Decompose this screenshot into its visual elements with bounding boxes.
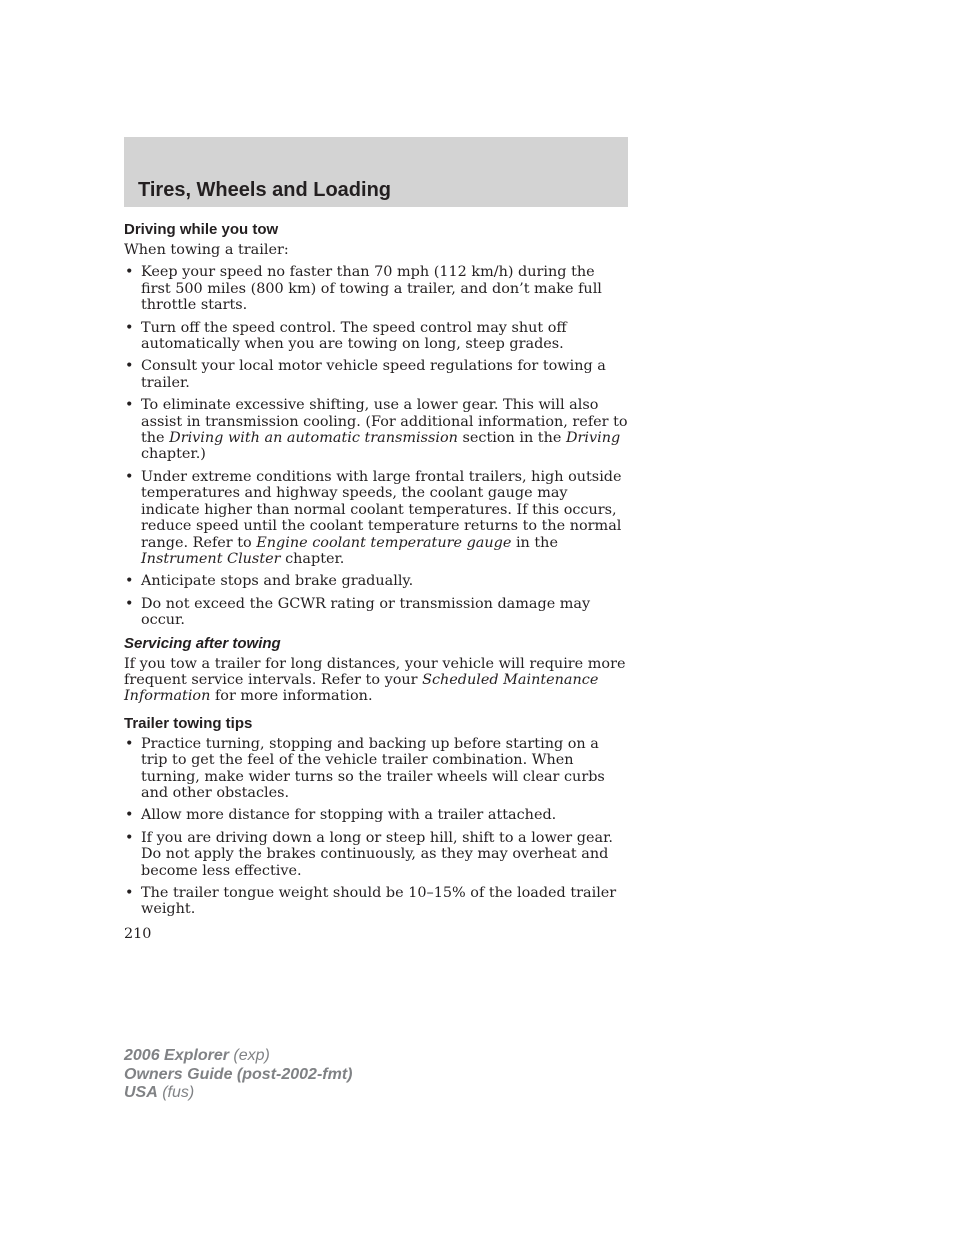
towing-bullet-list xyxy=(124,264,628,628)
list-item xyxy=(124,469,628,567)
list-item: • Do not exceed the GCWR rating or transmission damage may occur. xyxy=(124,596,628,629)
footer-guide: Owners Guide (post-2002-fmt) xyxy=(124,1065,353,1083)
italic-reference: Engine coolant temperature gauge xyxy=(256,534,512,551)
text: chapter.) xyxy=(141,446,206,463)
italic-reference: Instrument Cluster xyxy=(141,550,281,567)
list-item: • The trailer tongue weight should be 10–15% of the loaded trailer weight. xyxy=(124,885,628,918)
list-item xyxy=(124,397,628,463)
list-item: • Keep your speed no faster than 70 mph (112 km/h) during the first 500 miles (800 km) of towing a trailer, and don’t make full throttle starts. xyxy=(124,264,628,313)
tips-bullet-list xyxy=(124,736,628,918)
footer-model: 2006 Explorer xyxy=(124,1047,229,1064)
list-item: • Allow more distance for stopping with a trailer attached. xyxy=(124,807,628,823)
page-content xyxy=(124,221,628,924)
footer-model-code: (exp) xyxy=(228,1047,270,1064)
document-footer xyxy=(124,1047,352,1103)
intro-text: When towing a trailer: xyxy=(124,242,289,258)
text: section in the xyxy=(457,430,566,447)
list-item: • If you are driving down a long or steep hill, shift to a lower gear. Do not apply the brakes continuously, as they may overheat and become less effective. xyxy=(124,830,628,879)
text: in the xyxy=(511,534,558,551)
text: If you tow a trailer for long distances, your vehicle will require more frequent service intervals. Refer to your xyxy=(124,655,626,688)
italic-reference: Driving with an automatic transmission xyxy=(169,430,458,447)
list-item: • Anticipate stops and brake gradually. xyxy=(124,573,628,589)
text: To eliminate excessive shifting, use a lower gear. This will also assist in transmission cooling. (For additional information, refer to the xyxy=(141,397,628,447)
chapter-header-banner xyxy=(124,137,628,207)
text: chapter. xyxy=(280,550,345,567)
page-number: 210 xyxy=(124,926,152,942)
italic-reference: Scheduled Maintenance Information xyxy=(124,671,599,705)
servicing-paragraph xyxy=(124,656,628,705)
text: Under extreme conditions with large frontal trailers, high outside temperatures and highway speeds, the coolant gauge may indicate higher than normal coolant temperatures. If this occurs, reduce speed until the coolant temperature returns to the normal range. Refer to xyxy=(141,468,622,551)
footer-market-code: (fus) xyxy=(157,1084,195,1101)
footer-market: USA xyxy=(124,1084,158,1101)
text: for more information. xyxy=(210,688,373,705)
list-item: • Consult your local motor vehicle speed regulations for towing a trailer. xyxy=(124,358,628,391)
chapter-title: Tires, Wheels and Loading xyxy=(138,179,392,201)
italic-reference: Driving xyxy=(565,430,621,447)
list-item: • Practice turning, stopping and backing up before starting on a trip to get the feel of the vehicle trailer combination. When turning, make wider turns so the trailer wheels will clear curbs and other obstacles. xyxy=(124,736,628,802)
section-heading-trailer-towing-tips: Trailer towing tips xyxy=(124,714,253,732)
section-heading-servicing-after-towing: Servicing after towing xyxy=(124,634,281,652)
list-item: • Turn off the speed control. The speed control may shut off automatically when you are towing on long, steep grades. xyxy=(124,320,628,353)
section-heading-driving-while-you-tow: Driving while you tow xyxy=(124,221,279,238)
